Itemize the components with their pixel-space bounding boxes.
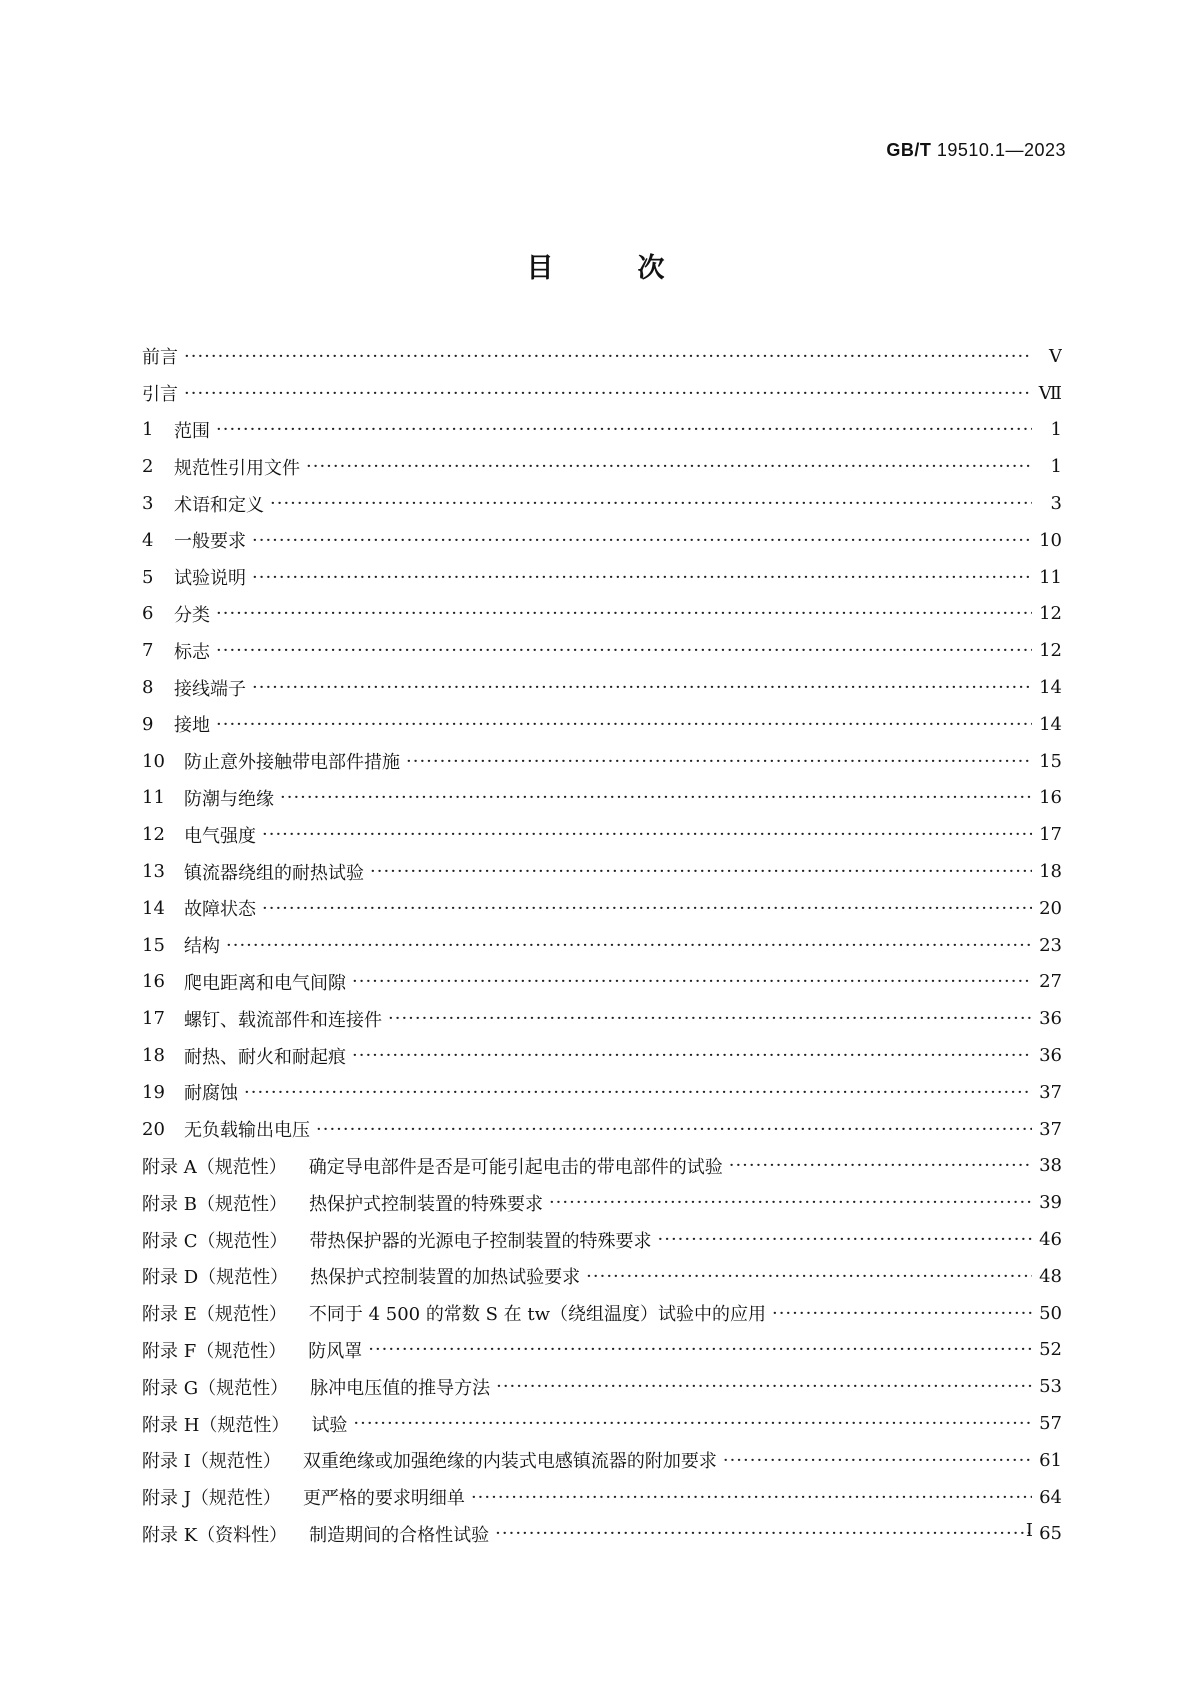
toc-entry-number: 11: [142, 787, 165, 809]
toc-entry[interactable]: [142, 780, 1062, 817]
toc-entry[interactable]: [142, 964, 1062, 1001]
toc-entry-page: 38: [1039, 1155, 1062, 1177]
toc-entry-label: 试验说明: [174, 568, 246, 590]
toc-entry-page: 61: [1039, 1449, 1062, 1471]
toc-entry-label: 确定导电部件是否是可能引起电击的带电部件的试验: [308, 1156, 723, 1178]
toc-dot-leader: [353, 1413, 1032, 1434]
toc-entry-number: 1: [142, 419, 154, 441]
toc-dot-leader: [216, 640, 1032, 661]
toc-entry-page: 50: [1039, 1302, 1062, 1324]
toc-entry-number: 14: [142, 897, 165, 919]
toc-entry-label: 耐腐蚀: [184, 1083, 238, 1105]
toc-entry-label: 制造期间的合格性试验: [309, 1524, 490, 1546]
toc-entry-label: 试验: [311, 1414, 348, 1436]
toc-entry-label: 更严格的要求明细单: [302, 1488, 465, 1510]
toc-entry-number: 6: [142, 603, 154, 625]
toc-annex-prefix: 附录 J（规范性）: [142, 1488, 281, 1510]
toc-entry-label: 镇流器绕组的耐热试验: [184, 862, 364, 884]
toc-entry-page: 23: [1039, 934, 1062, 956]
toc-entry-number: 9: [142, 713, 154, 735]
toc-entry-label: 接地: [174, 715, 210, 737]
toc-entry[interactable]: [142, 1516, 1062, 1553]
toc-entry[interactable]: [142, 1000, 1062, 1037]
toc-entry-number: 2: [142, 456, 154, 478]
toc-annex-prefix: 附录 B（规范性）: [142, 1193, 287, 1215]
toc-entry[interactable]: [142, 1442, 1062, 1479]
toc-entry-number: 3: [142, 493, 154, 515]
toc-entry[interactable]: [142, 1111, 1062, 1148]
standard-prefix: GB/T: [886, 140, 932, 160]
toc-entry[interactable]: [142, 632, 1062, 669]
toc-entry-label: 带热保护器的光源电子控制装置的特殊要求: [309, 1230, 652, 1252]
table-of-contents: [142, 338, 1062, 1552]
toc-entry[interactable]: [142, 1479, 1062, 1516]
toc-dot-leader: [226, 935, 1032, 956]
toc-entry-number: 19: [142, 1081, 165, 1103]
toc-entry-page: 36: [1039, 1008, 1062, 1030]
toc-entry[interactable]: [142, 559, 1062, 596]
toc-entry-page: 57: [1039, 1413, 1062, 1434]
toc-entry-number: 8: [142, 677, 154, 699]
toc-entry-page: 27: [1039, 971, 1062, 993]
toc-dot-leader: [244, 1082, 1032, 1103]
toc-entry-page: 39: [1039, 1192, 1062, 1214]
toc-entry-page: 15: [1039, 750, 1062, 772]
toc-entry[interactable]: [142, 853, 1062, 890]
toc-dot-leader: [496, 1376, 1032, 1397]
toc-dot-leader: [262, 824, 1032, 845]
toc-dot-leader: [184, 346, 1032, 367]
toc-entry-page: 16: [1039, 787, 1062, 809]
toc-entry[interactable]: [142, 1221, 1062, 1258]
toc-annex-prefix: 附录 A（规范性）: [142, 1156, 287, 1178]
toc-entry-page: 52: [1039, 1339, 1062, 1361]
toc-entry[interactable]: [142, 448, 1062, 485]
toc-entry-label: 防潮与绝缘: [184, 788, 274, 810]
toc-entry-page: 11: [1039, 566, 1062, 588]
toc-entry[interactable]: [142, 1037, 1062, 1074]
toc-dot-leader: [216, 603, 1032, 624]
toc-dot-leader: [368, 1339, 1032, 1360]
toc-entry-number: 15: [142, 934, 165, 956]
toc-dot-leader: [352, 971, 1032, 992]
toc-entry[interactable]: [142, 412, 1062, 449]
toc-dot-leader: [658, 1229, 1033, 1250]
toc-entry[interactable]: [142, 1184, 1062, 1221]
toc-dot-leader: [586, 1266, 1032, 1287]
toc-entry-label: 防止意外接触带电部件措施: [184, 752, 400, 774]
toc-dot-leader: [252, 567, 1032, 588]
toc-dot-leader: [252, 530, 1032, 551]
toc-entry[interactable]: [142, 1148, 1062, 1185]
toc-entry-number: 17: [142, 1008, 165, 1030]
toc-entry-number: 12: [142, 824, 165, 846]
toc-annex-prefix: 附录 C（规范性）: [142, 1230, 288, 1252]
toc-entry-page: 36: [1039, 1045, 1062, 1067]
title-char-1: 目: [526, 253, 554, 284]
toc-entry-label: 耐热、耐火和耐起痕: [184, 1046, 346, 1068]
toc-entry-page: 37: [1039, 1081, 1062, 1103]
toc-entry-label: 不同于 4 500 的常数 S 在 tw（绕组温度）试验中的应用: [308, 1304, 766, 1326]
toc-dot-leader: [316, 1119, 1032, 1140]
toc-dot-leader: [723, 1450, 1032, 1471]
toc-entry-label: 热保护式控制装置的加热试验要求: [310, 1267, 581, 1289]
toc-entry[interactable]: [142, 706, 1062, 743]
toc-annex-prefix: 附录 I（规范性）: [142, 1451, 281, 1473]
toc-entry-page: 1: [1050, 419, 1062, 441]
toc-entry-number: 20: [142, 1118, 165, 1140]
toc-entry-page: 10: [1039, 529, 1062, 551]
standard-number: 19510.1—2023: [936, 140, 1066, 160]
toc-annex-prefix: 附录 G（规范性）: [142, 1377, 289, 1399]
toc-entry[interactable]: [142, 1332, 1062, 1369]
toc-entry[interactable]: [142, 743, 1062, 780]
toc-dot-leader: [216, 714, 1032, 735]
toc-dot-leader: [252, 677, 1032, 698]
standard-code: [886, 140, 1066, 161]
toc-entry-page: 37: [1039, 1118, 1062, 1140]
toc-entry-page: 48: [1039, 1265, 1062, 1287]
toc-dot-leader: [370, 861, 1032, 882]
toc-dot-leader: [549, 1192, 1032, 1213]
toc-entry-number: 4: [142, 529, 154, 551]
toc-entry-label: 范围: [174, 420, 210, 442]
toc-entry-label: 螺钉、载流部件和连接件: [184, 1009, 382, 1031]
toc-entry-page: 14: [1039, 713, 1062, 735]
toc-entry-number: 7: [142, 640, 154, 662]
toc-entry[interactable]: [142, 1295, 1062, 1332]
toc-entry-label: 防风罩: [308, 1340, 363, 1362]
toc-entry[interactable]: [142, 485, 1062, 522]
toc-entry-label: 一般要求: [174, 531, 246, 553]
toc-entry[interactable]: [142, 669, 1062, 706]
toc-entry-label: 标志: [174, 641, 210, 663]
toc-entry-page: 64: [1039, 1486, 1062, 1508]
toc-annex-prefix: 附录 H（规范性）: [142, 1414, 290, 1436]
toc-dot-leader: [306, 456, 1032, 477]
toc-entry-label: 规范性引用文件: [174, 457, 300, 479]
toc-entry[interactable]: [142, 522, 1062, 559]
toc-annex-prefix: 附录 E（规范性）: [142, 1304, 287, 1326]
toc-annex-prefix: 附录 F（规范性）: [142, 1340, 287, 1362]
toc-dot-leader: [262, 898, 1032, 919]
toc-entry[interactable]: [142, 927, 1062, 964]
toc-entry-page: 12: [1039, 640, 1062, 662]
toc-dot-leader: [388, 1008, 1032, 1029]
toc-entry[interactable]: [142, 1258, 1062, 1295]
toc-entry[interactable]: [142, 890, 1062, 927]
toc-entry-label: 接线端子: [174, 678, 246, 700]
toc-entry-page: 1: [1050, 456, 1062, 478]
toc-annex-prefix: 附录 K（资料性）: [142, 1524, 288, 1546]
toc-entry-page: 18: [1039, 861, 1062, 883]
toc-entry-number: 16: [142, 971, 165, 993]
toc-entry-label: 术语和定义: [174, 494, 264, 516]
page-title: [0, 246, 1191, 285]
toc-entry[interactable]: [142, 1074, 1062, 1111]
toc-entry-label: 电气强度: [184, 825, 256, 847]
toc-entry[interactable]: [142, 1368, 1062, 1405]
toc-entry-label: 结构: [184, 936, 220, 958]
toc-entry[interactable]: [142, 596, 1062, 633]
toc-entry-number: 13: [142, 861, 165, 883]
toc-dot-leader: [184, 383, 1032, 404]
toc-entry-page: 12: [1039, 603, 1062, 625]
toc-entry-page: 53: [1039, 1376, 1062, 1398]
toc-dot-leader: [280, 787, 1032, 808]
toc-entry-label: 爬电距离和电气间隙: [184, 972, 346, 994]
toc-entry-page: 14: [1039, 677, 1062, 699]
toc-entry-label: 热保护式控制装置的特殊要求: [308, 1193, 543, 1215]
toc-dot-leader: [270, 493, 1032, 514]
toc-dot-leader: [406, 751, 1032, 772]
toc-entry[interactable]: [142, 816, 1062, 853]
toc-entry-page: 3: [1050, 493, 1062, 515]
toc-dot-leader: [216, 419, 1032, 440]
toc-entry-label: 无负载输出电压: [184, 1120, 310, 1142]
toc-dot-leader: [352, 1045, 1032, 1066]
toc-entry[interactable]: [142, 1405, 1062, 1442]
toc-entry[interactable]: [142, 338, 1062, 375]
title-char-2: 次: [637, 253, 665, 284]
toc-entry-number: 18: [142, 1045, 165, 1067]
toc-entry-label: 引言: [142, 384, 178, 406]
toc-entry-label: 故障状态: [184, 899, 256, 921]
page-number: Ⅰ: [1025, 1520, 1033, 1541]
toc-dot-leader: [729, 1155, 1032, 1176]
toc-entry-page: 65: [1039, 1523, 1062, 1545]
toc-dot-leader: [495, 1523, 1032, 1544]
toc-entry-number: 5: [142, 566, 154, 588]
toc-entry-number: 10: [142, 750, 165, 772]
toc-dot-leader: [471, 1487, 1032, 1508]
toc-entry-label: 前言: [142, 347, 178, 369]
toc-entry-page: 17: [1039, 824, 1062, 846]
toc-entry-page: Ⅴ: [1049, 345, 1062, 367]
toc-annex-prefix: 附录 D（规范性）: [142, 1267, 289, 1289]
toc-entry-page: 46: [1039, 1229, 1062, 1251]
toc-entry[interactable]: [142, 375, 1062, 412]
toc-entry-page: Ⅶ: [1038, 382, 1062, 404]
toc-entry-label: 分类: [174, 604, 210, 626]
toc-entry-label: 双重绝缘或加强绝缘的内装式电感镇流器的附加要求: [302, 1451, 717, 1473]
toc-entry-label: 脉冲电压值的推导方法: [310, 1377, 491, 1399]
toc-dot-leader: [772, 1303, 1032, 1324]
toc-entry-page: 20: [1039, 897, 1062, 919]
